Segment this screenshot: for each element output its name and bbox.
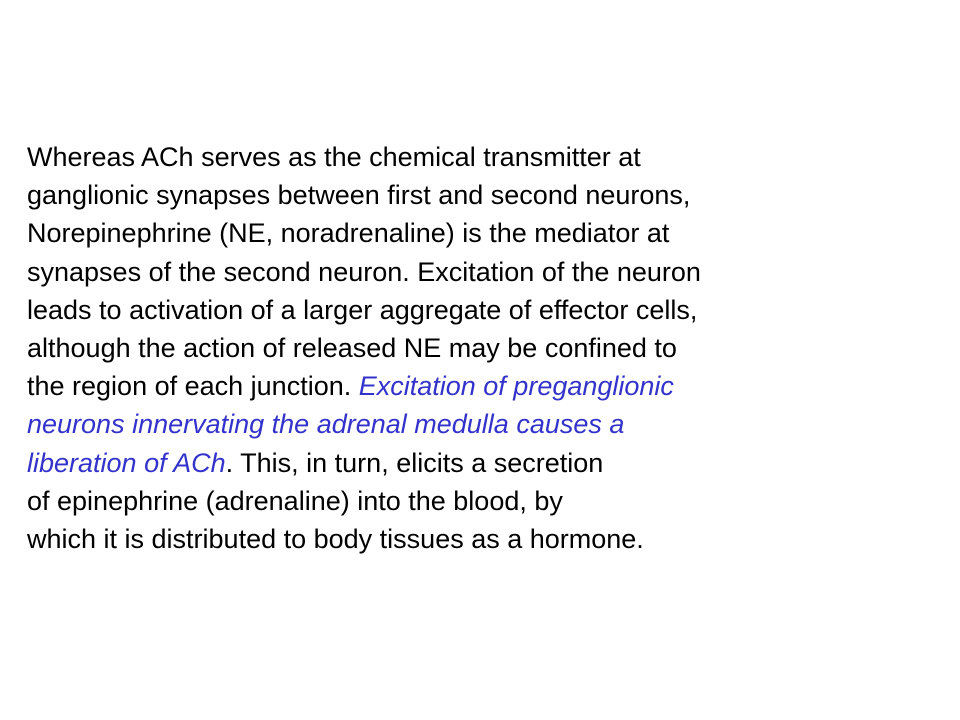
paragraph-line [27,253,947,291]
body-text: . This, in turn, elicits a secretion [225,447,604,478]
paragraph-line [27,520,947,558]
paragraph-line [27,176,947,214]
body-text: synapses of the second neuron. Excitation of the neuron [27,256,701,287]
paragraph-line [27,444,947,482]
body-text: Whereas ACh serves as the chemical transmitter at [27,142,641,172]
body-paragraph [27,138,947,558]
paragraph-line [27,138,947,176]
paragraph-line [27,329,947,367]
highlighted-text: neurons innervating the adrenal medulla causes a [27,409,625,440]
body-text: of epinephrine (adrenaline) into the blood, by [27,485,563,516]
body-text: ganglionic synapses between first and second neurons, [27,180,691,211]
body-text: Norepinephrine (NE, noradrenaline) is the mediator at [27,218,670,249]
body-text: the region of each junction. [27,371,359,402]
paragraph-line [27,291,947,329]
body-text: which it is distributed to body tissues as a hormone. [27,524,644,555]
paragraph-line [27,482,947,520]
body-text: leads to activation of a larger aggregate of effector cells, [27,294,698,325]
body-text: although the action of released NE may be confined to [27,333,677,364]
highlighted-text: Excitation of preganglionic [358,371,674,402]
highlighted-text: liberation of ACh [27,447,226,478]
paragraph-line [27,405,947,443]
paragraph-line [27,214,947,252]
paragraph-line [27,367,947,405]
